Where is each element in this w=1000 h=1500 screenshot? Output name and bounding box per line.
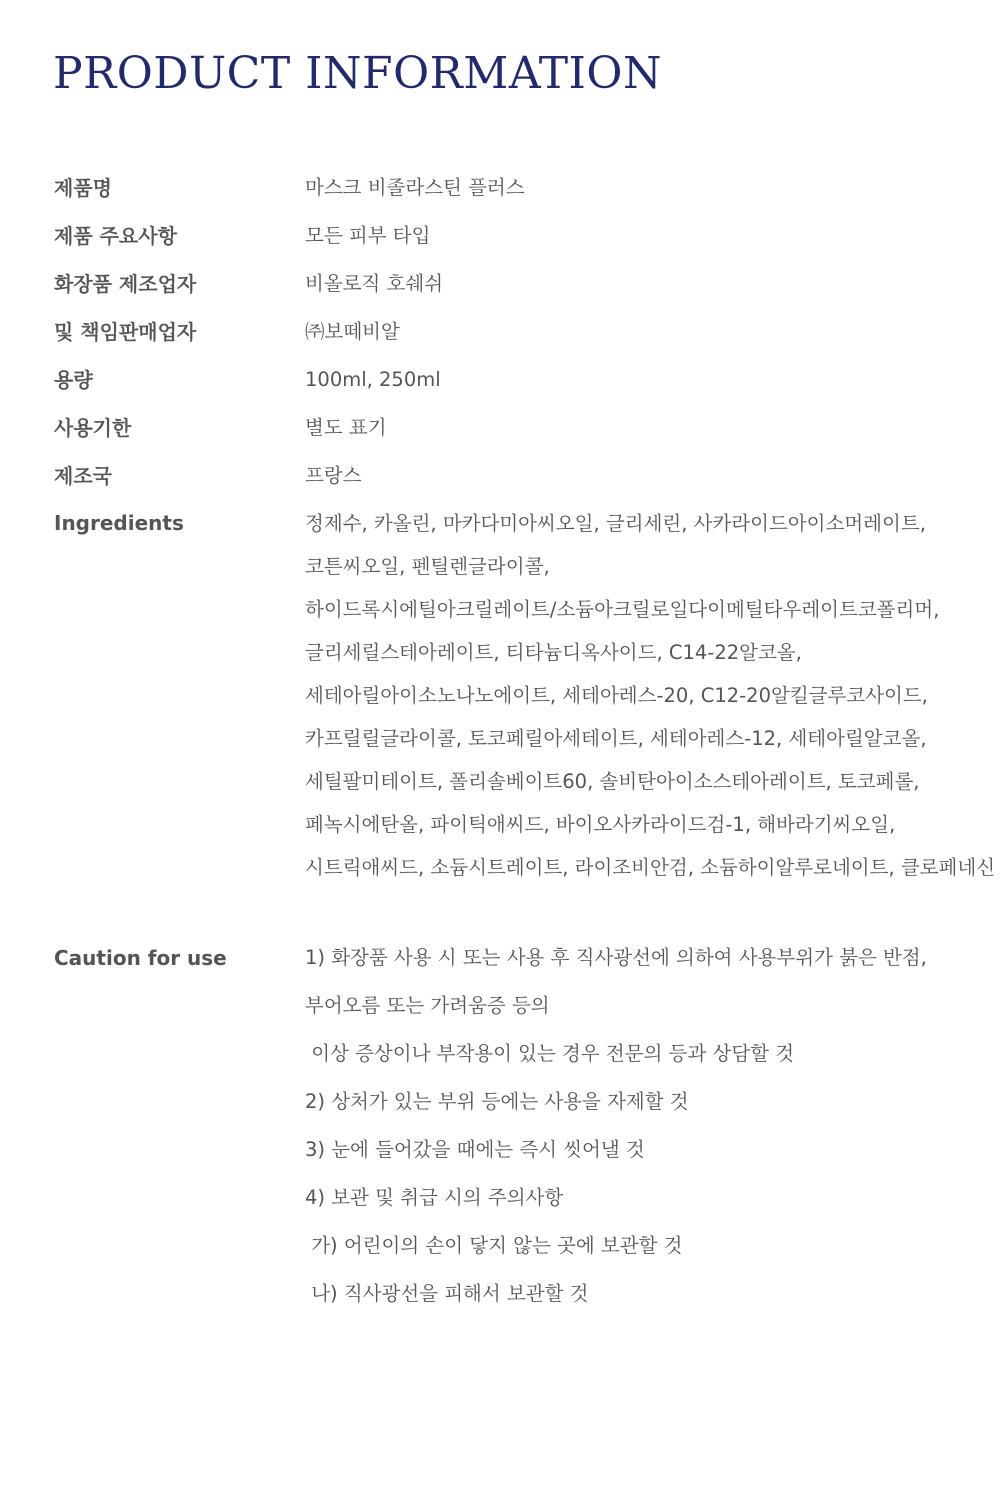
ingredients-line: 카프릴릴글라이콜, 토코페릴아세테이트, 세테아레스-12, 세테아릴알코올, xyxy=(305,727,927,750)
caution-line: 3) 눈에 들어갔을 때에는 즉시 씻어낼 것 xyxy=(305,1138,645,1161)
caution-line: 이상 증상이나 부작용이 있는 경우 전문의 등과 상담할 것 xyxy=(305,1042,795,1065)
info-row-origin xyxy=(54,452,984,500)
key-features-value: 모든 피부 타입 xyxy=(305,224,431,247)
caution-line: 1) 화장품 사용 시 또는 사용 후 직사광선에 의하여 사용부위가 붉은 반점, xyxy=(305,946,927,969)
ingredients-line: 글리세릴스테아레이트, 티타늄디옥사이드, C14-22알코올, xyxy=(305,641,802,664)
info-row-key-features xyxy=(54,212,984,260)
manufacturer-label: 화장품 제조업자 xyxy=(54,272,197,296)
caution-line: 2) 상처가 있는 부위 등에는 사용을 자제할 것 xyxy=(305,1090,689,1113)
caution-list xyxy=(305,934,927,1318)
ingredients-label: Ingredients xyxy=(54,511,184,535)
key-features-label: 제품 주요사항 xyxy=(54,224,177,248)
caution-line: 부어오름 또는 가려움증 등의 xyxy=(305,994,550,1017)
ingredients-line: 세테아릴아이소노나노에이트, 세테아레스-20, C12-20알킬글루코사이드, xyxy=(305,684,928,707)
caution-line: 나) 직사광선을 피해서 보관할 것 xyxy=(305,1282,589,1305)
ingredients-line: 페녹시에탄올, 파이틱애씨드, 바이오사카라이드검-1, 해바라기씨오일, xyxy=(305,813,896,836)
ingredients-list xyxy=(305,500,995,889)
caution-label: Caution for use xyxy=(54,946,227,970)
product-name-label: 제품명 xyxy=(54,176,112,200)
caution-line: 4) 보관 및 취급 시의 주의사항 xyxy=(305,1186,564,1209)
ingredients-line: 세틸팔미테이트, 폴리솔베이트60, 솔비탄아이소스테아레이트, 토코페롤, xyxy=(305,770,920,793)
product-name-value: 마스크 비졸라스틴 플러스 xyxy=(305,176,525,199)
distributor-label: 및 책임판매업자 xyxy=(54,320,197,344)
info-row-caution xyxy=(54,934,984,1318)
ingredients-line: 코튼씨오일, 펜틸렌글라이콜, xyxy=(305,555,550,578)
ingredients-line: 정제수, 카올린, 마카다미아씨오일, 글리세린, 사카라이드아이소머레이트, xyxy=(305,512,926,535)
distributor-value: ㈜보떼비알 xyxy=(305,320,400,343)
origin-value: 프랑스 xyxy=(305,464,362,487)
info-row-distributor xyxy=(54,308,984,356)
ingredients-line: 시트릭애씨드, 소듐시트레이트, 라이조비안검, 소듐하이알루로네이트, 클로페네신 xyxy=(305,856,996,879)
origin-label: 제조국 xyxy=(54,464,112,488)
capacity-value: 100ml, 250ml xyxy=(305,368,441,391)
info-row-manufacturer xyxy=(54,260,984,308)
page-title: PRODUCT INFORMATION xyxy=(53,48,662,99)
expiry-value: 별도 표기 xyxy=(305,416,387,439)
product-info-table xyxy=(54,164,996,1318)
info-row-expiry xyxy=(54,404,984,452)
ingredients-line: 하이드록시에틸아크릴레이트/소듐아크릴로일다이메틸타우레이트코폴리머, xyxy=(305,598,940,621)
info-row-capacity xyxy=(54,356,984,404)
info-row-ingredients xyxy=(54,500,996,889)
info-row-product-name xyxy=(54,164,984,212)
caution-line: 가) 어린이의 손이 닿지 않는 곳에 보관할 것 xyxy=(305,1234,683,1257)
manufacturer-value: 비올로직 호쉐쉬 xyxy=(305,272,444,295)
capacity-label: 용량 xyxy=(54,368,93,392)
expiry-label: 사용기한 xyxy=(54,416,132,440)
